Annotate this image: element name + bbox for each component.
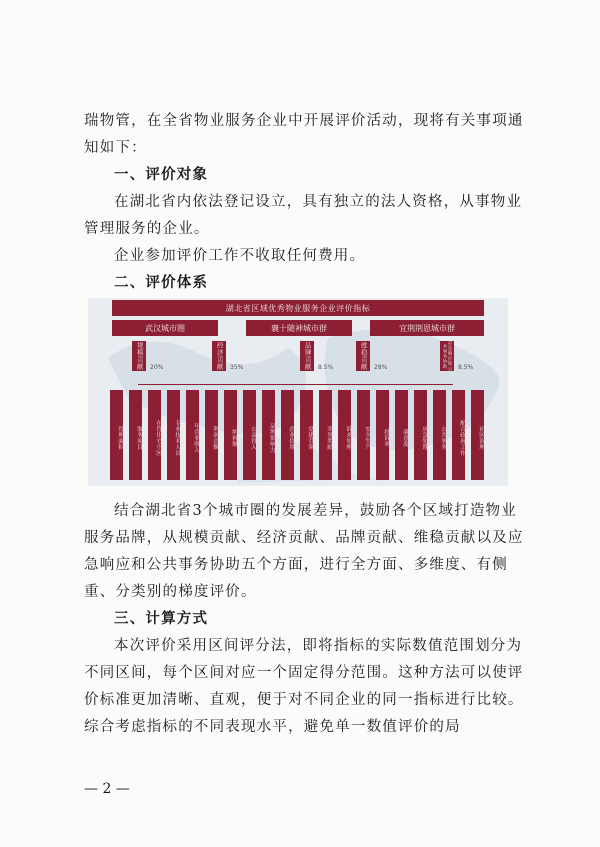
indicator-0: 管理面积 [110,390,123,480]
heading-calculation-method: 三、计算方式 [114,611,209,627]
region-xiangshisuishen: 襄十随神城市群 [246,320,352,336]
page-number: — 2 — [84,781,130,797]
category-brand: 品牌贡献 [300,341,314,371]
indicator-8: 品牌影响力 [262,390,275,480]
diagram-title: 湖北省区域优秀物业服务企业评价指标 [112,300,484,316]
paragraph-calculation-method: 本次评价采用区间评分法，即将指标的实际数值范围划分为不同区间，每个区间对应一个固定得分范围。这种方法可以使评价标准更加清晰、直观，便于对不同企业的同一指标进行比较。综合考虑指标的不同表现水平，避免单一数值评价的局 [84,638,524,735]
region-yijingjingen: 宜荆荆恩城市群 [370,320,484,336]
paragraph-no-fee: 企业参加评价工作不收取任何费用。 [114,248,366,264]
category-scale: 规模贡献 [132,341,146,371]
indicator-17: 公共事务 [433,390,446,480]
indicator-15: 满意度 [395,390,408,480]
category-connector [138,384,453,385]
indicator-6: 纳税额 [224,390,237,480]
category-brand-pct: 8.5% [318,364,334,371]
paragraph-evaluation-system: 结合湖北省3个城市圈的发展差异，鼓励各个区域打造物业服务品牌，从规模贡献、经济贡献、品牌贡献、维稳贡献以及应急响应和公共事务协助五个方面，进行全方面、多维度、有侧重、分类别的梯度评价。 [84,503,524,600]
indicator-18: 配合政府工作 [452,390,465,480]
category-emergency: 应急响应和公共事务协助 [442,341,452,371]
indicator-1: 服务项目 [129,390,142,480]
evaluation-index-diagram [88,298,508,486]
heading-evaluation-system: 二、评价体系 [114,275,209,291]
paragraph-evaluation-target: 在湖北省内依法登记设立，具有独立的法人资格，从事物业管理服务的企业。 [84,194,523,237]
indicator-7: 公益投入 [243,390,256,480]
indicator-14: 投诉率 [376,390,389,480]
indicator-16: 应急处置 [414,390,427,480]
indicator-5: 利润总额 [205,390,218,480]
indicator-3: 专业技术人员 [167,390,180,480]
heading-evaluation-target: 一、评价对象 [114,167,209,183]
indicator-9: 企业信用 [281,390,294,480]
category-economic-pct: 35% [230,364,244,371]
category-scale-pct: 20% [150,364,164,371]
indicator-2: 在管住宅小区 [148,390,161,480]
paragraph-intro: 瑞物管，在全省物业服务企业中开展评价活动，现将有关事项通知如下： [84,113,524,156]
category-emergency-pct: 8.5% [458,364,474,371]
indicator-19: 社区治理 [471,390,484,480]
indicator-10: 党建引领 [300,390,313,480]
category-stability: 维稳贡献 [356,341,370,371]
category-stability-pct: 28% [374,364,388,371]
category-economic: 经济贡献 [212,341,226,371]
region-wuhan: 武汉城市圈 [112,320,218,336]
indicator-4: 年营业收入 [186,390,199,480]
indicator-11: 荣誉奖励 [319,390,332,480]
indicator-12: 诉求处理 [338,390,351,480]
indicator-13: 安全生产 [357,390,370,480]
